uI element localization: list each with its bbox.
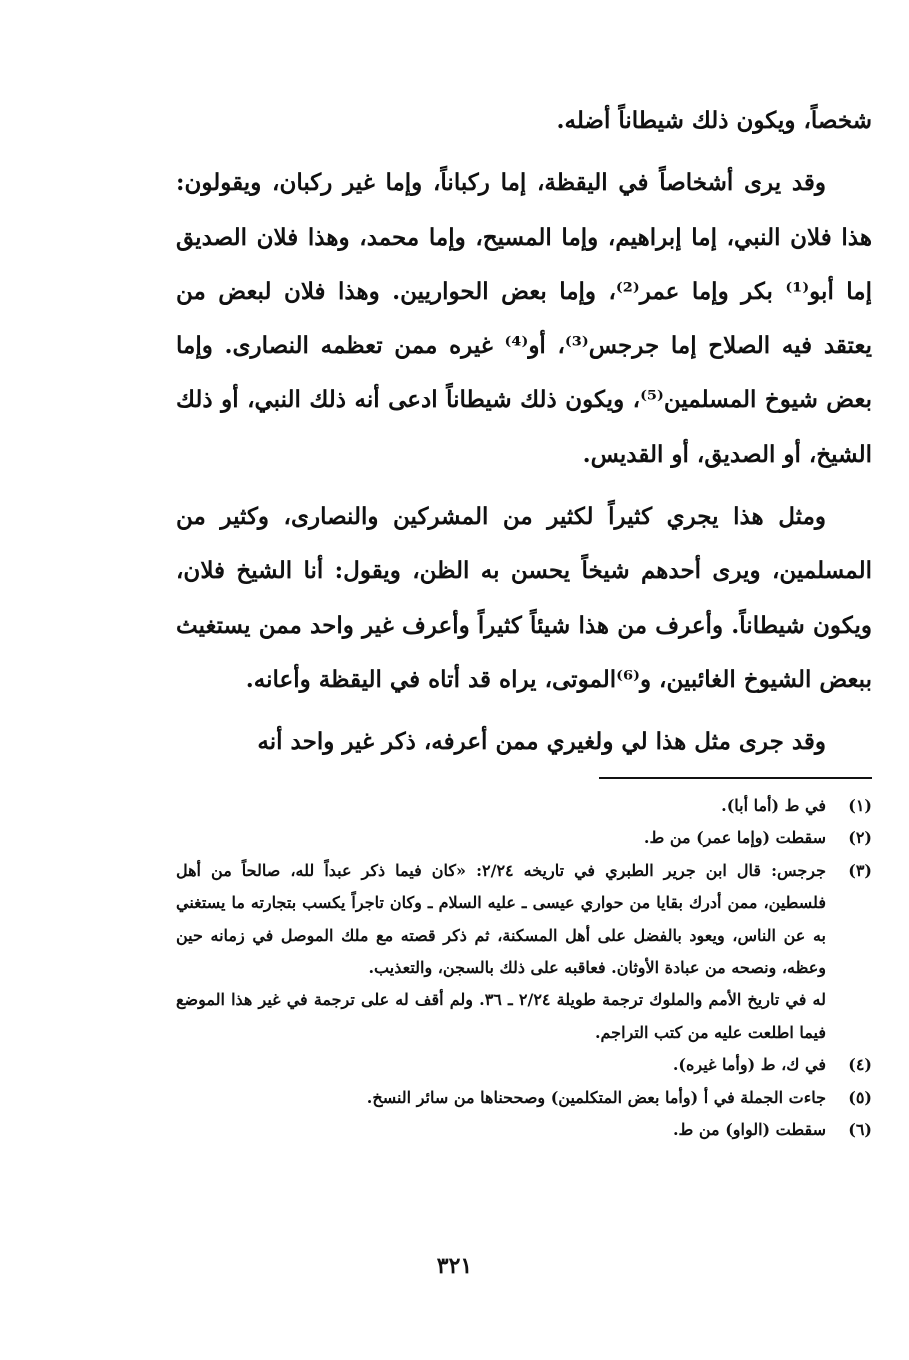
footnote-number: (٥) <box>848 1087 872 1107</box>
page-number: ٣٢١ <box>436 1253 473 1279</box>
paragraph-2: وقد يرى أشخاصاً في اليقظة، إما ركباناً، وإما غير ركبان، ويقولون: هذا فلان النبي، إما إبراهيم، وإما المسيح، وإما محمد، وهذا فلان الصديق إما أبو⁽¹⁾ بكر وإما عمر⁽²⁾، وإما بعض الحواريين. وهذا فلان لبعض من يعتقد فيه الصلاح إما جرجس⁽³⁾، أو⁽⁴⁾ غيره ممن تعظمه النصارى. وإما بعض شيوخ المسلمين⁽⁵⁾، ويكون ذلك شيطاناً ادعى أنه ذلك النبي، أو ذلك الشيخ، أو الصديق، أو القديس. <box>176 169 873 468</box>
footnote-5 <box>176 1082 872 1114</box>
footnote-text: في ط (أما أبا). <box>721 796 826 815</box>
footnote-6 <box>176 1114 872 1146</box>
footnote-separator <box>599 777 872 779</box>
footnote-3 <box>176 855 872 985</box>
footnote-number: (٣) <box>848 860 872 880</box>
footnote-2 <box>176 822 872 854</box>
paragraph-1: شخصاً، ويكون ذلك شيطاناً أضله. <box>556 107 872 134</box>
footnote-text: جرجس: قال ابن جرير الطبري في تاريخه ٢/٢٤: «كان فيما ذكر عبداً لله، صالحاً من أهل فلسطين، ممن أدرك بقايا من حواري عيسى ـ عليه السلام ـ وكان تاجراً يكسب بتجارته ما يستغني به عن الناس، ويعود بالفضل على أهل المسكنة، ثم ذكر قصته مع ملك الموصل في زمانه حين وعظه، ونصحه من عبادة الأوثان. فعاقبه على ذلك بالسجن، والتعذيب. <box>176 860 827 978</box>
footnote-number: (٢) <box>848 828 872 848</box>
footnote-text: في ك، ط (وأما غيره). <box>672 1055 826 1075</box>
footnote-number: (٦) <box>848 1120 872 1140</box>
footnote-1 <box>176 790 872 822</box>
footnote-number: (٤) <box>848 1055 872 1075</box>
footnote-3-continuation: له في تاريخ الأمم والملوك ترجمة طويلة ٢/٢٤ ـ ٣٦. ولم أقف له على ترجمة في غير هذا الموضع فيما اطلعت عليه من كتب التراجم. <box>176 990 827 1042</box>
footnotes <box>176 790 872 1146</box>
footnote-4 <box>176 1049 872 1081</box>
paragraph-4: وقد جرى مثل هذا لي ولغيري ممن أعرفه، ذكر غير واحد أنه <box>257 728 826 756</box>
footnote-text: سقطت (الواو) من ط. <box>672 1120 826 1140</box>
footnote-text: سقطت (وإما عمر) من ط. <box>643 828 826 848</box>
footnote-text: جاءت الجملة في أ (وأما بعض المتكلمين) وصححناها من سائر النسخ. <box>366 1087 826 1107</box>
footnote-number: (١) <box>848 796 872 815</box>
main-text <box>176 94 872 770</box>
paragraph-3: ومثل هذا يجري كثيراً لكثير من المشركين والنصارى، وكثير من المسلمين، ويرى أحدهم شيخاً يحسن به الظن، ويقول: أنا الشيخ فلان، ويكون شيطاناً. وأعرف من هذا شيئاً كثيراً وأعرف غير واحد ممن يستغيث ببعض الشيوخ الغائبين، و⁽⁶⁾الموتى، يراه قد أتاه في اليقظة وأعانه. <box>176 503 872 693</box>
